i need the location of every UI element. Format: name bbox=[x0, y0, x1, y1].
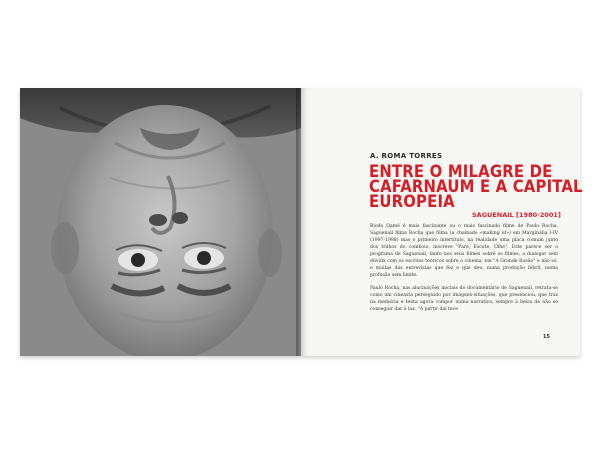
author-name: A. ROMA TORRES bbox=[370, 152, 443, 160]
right-page bbox=[301, 88, 583, 356]
upside-down-face-photo bbox=[20, 88, 301, 356]
article-subtitle: SAGUENAIL [1980-2001] bbox=[472, 211, 561, 219]
page-number: 15 bbox=[543, 334, 550, 340]
article-title bbox=[369, 162, 583, 211]
left-page-photo bbox=[20, 88, 301, 356]
open-book bbox=[20, 88, 583, 356]
title-line: CAFARNAUM E A CAPITAL bbox=[369, 177, 583, 196]
title-line: EUROPEIA bbox=[369, 192, 455, 211]
body-paragraph: Paulo Rocha, nas alucinações iniciais do documentário de Saguenail, retrata-se como um cineasta perseguido por imagens-situações, que presenciou, que traz na memória e tenta agora compor numa narrativa, sempre à beira de não se conseguir dar à luz. "A partir daí teve bbox=[370, 286, 558, 312]
body-paragraph: Biodo Oamè é mais fascinante ou o mais fascinado filme de Paulo Rocha. Saguenail filma Rocha que filma (a chamado «making of») em Marginália I-IV (1997-1998) mas o primeiro intertítulo, na realidade uma placa comum junto dos trilhos do comboio, inscreve "Pare, Escute, Olhe". Este parece ser o programa de Saguenail, tanto nos seus filmes sobre os filmes, a dialogar sem dúvida com os escritos teóricos sobre o cinema, em "A Grande Ilusão" e não só, e muitas das entrevistas que fez e que deu, numa produção fébril, numa profusão sem limite. bbox=[370, 224, 558, 278]
article-body bbox=[370, 223, 558, 319]
title-line: ENTRE O MILAGRE DE bbox=[369, 162, 553, 181]
